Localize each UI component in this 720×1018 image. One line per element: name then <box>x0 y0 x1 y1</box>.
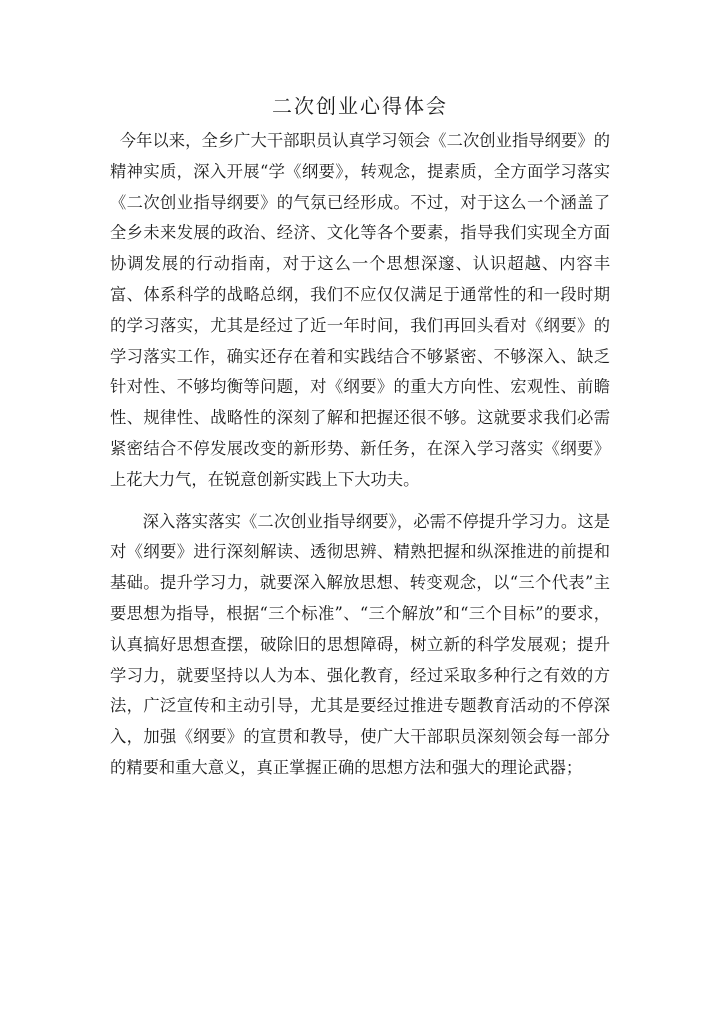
paragraph-1: 今年以来，全乡广大干部职员认真学习领会《二次创业指导纲要》的精神实质，深入开展“学《纲要》，转观念，提素质，全方面学习落实《二次创业指导纲要》的气氛已经形成。不过，对于这么一个涵盖了全乡未来发展的政治、经济、文化等各个要素，指导我们实现全方面协调发展的行动指南，对于这么一个思想深邃、认识超越、内容丰富、体系科学的战略总纲，我们不应仅仅满足于通常性的和一段时期的学习落实，尤其是经过了近一年时间，我们再回头看对《纲要》的学习落实工作，确实还存在着和实践结合不够紧密、不够深入、缺乏针对性、不够均衡等问题，对《纲要》的重大方向性、宏观性、前瞻性、规律性、战略性的深刻了解和把握还很不够。这就要求我们必需紧密结合不停发展改变的新形势、新任务，在深入学习落实《纲要》上花大力气，在锐意创新实践上下大功夫。 <box>110 131 610 489</box>
document-body <box>110 86 610 784</box>
document-title: 二次创业心得体会 <box>272 94 448 118</box>
paragraph-2: 深入落实落实《二次创业指导纲要》，必需不停提升学习力。这是对《纲要》进行深刻解读、透彻思辨、精熟把握和纵深推进的前提和基础。提升学习力，就要深入解放思想、转变观念，以“三个代表”主要思想为指导，根据“三个标准”、“三个解放”和“三个目标”的要求，认真搞好思想查摆，破除旧的思想障碍，树立新的科学发展观；提升学习力，就要坚持以人为本、强化教育，经过采取多种行之有效的方法，广泛宣传和主动引导，尤其是要经过推进专题教育活动的不停深入，加强《纲要》的宣贯和教导，使广大干部职员深刻领会每一部分的精要和重大意义，真正掌握正确的思想方法和强大的理论武器； <box>110 511 610 777</box>
